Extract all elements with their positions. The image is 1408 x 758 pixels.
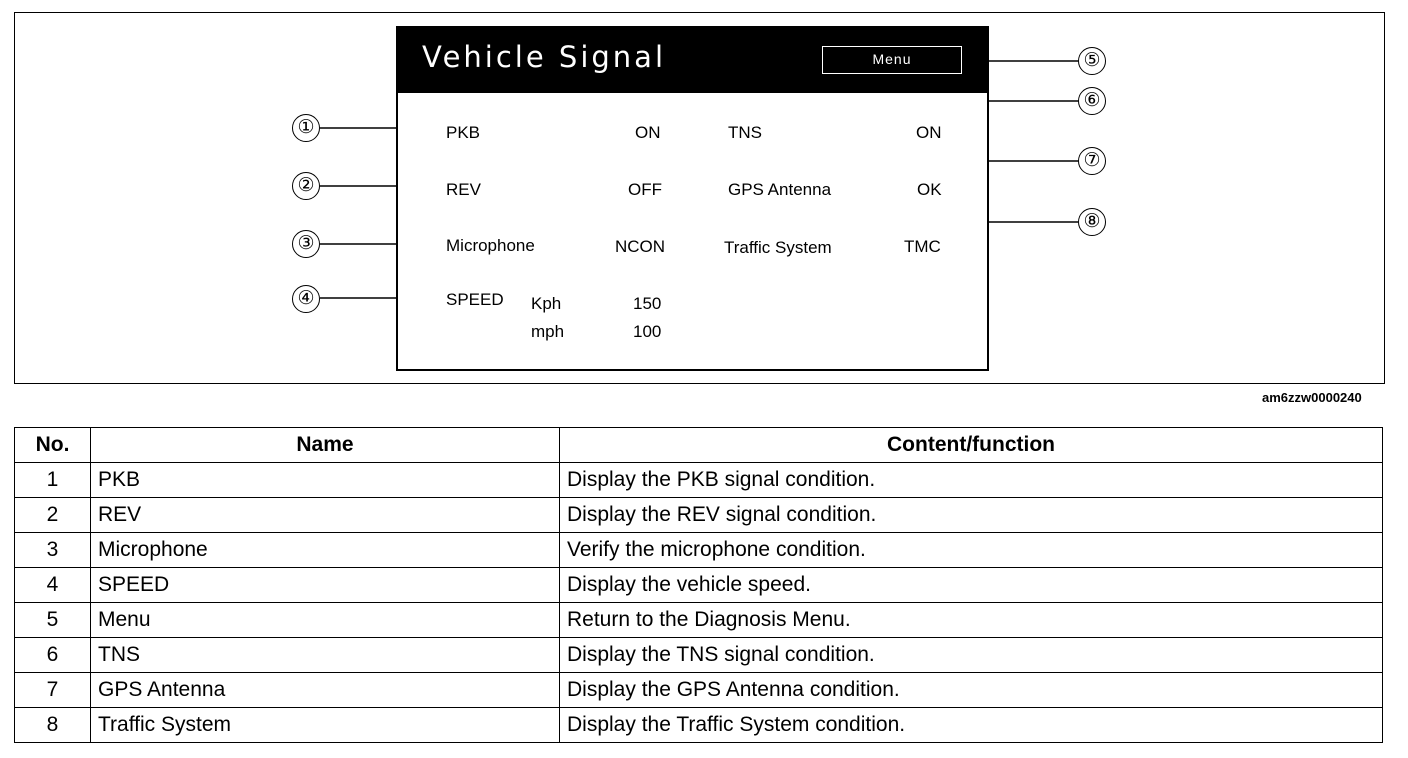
signal-traffic-system-value: TMC [904,237,941,256]
speed-mph-unit: mph [531,322,565,341]
callout-1: ① [292,114,320,142]
table-row [15,638,1383,673]
speed-label: SPEED [446,290,504,309]
row-content: Display the vehicle speed. [560,568,1383,603]
signal-rev-label: REV [446,180,481,199]
header-content: Content/function [560,428,1383,463]
signal-pkb-value: ON [635,123,661,142]
signal-tns-value: ON [916,123,942,142]
row-name: GPS Antenna [91,673,560,708]
row-name: Traffic System [91,708,560,743]
table-row [15,533,1383,568]
signal-traffic-system-label: Traffic System [724,238,832,257]
callout-3: ③ [292,230,320,258]
row-name: Microphone [91,533,560,568]
speed-mph-value: 100 [633,322,662,341]
callout-8: ⑧ [1078,208,1106,236]
signal-microphone-label: Microphone [446,236,535,255]
screen-header [398,28,987,93]
row-no: 6 [15,638,91,673]
table-row [15,498,1383,533]
row-name: REV [91,498,560,533]
row-no: 8 [15,708,91,743]
row-no: 1 [15,463,91,498]
row-content: Display the GPS Antenna condition. [560,673,1383,708]
menu-button[interactable]: Menu [822,46,962,74]
row-name: Menu [91,603,560,638]
header-no: No. [15,428,91,463]
callout-7: ⑦ [1078,147,1106,175]
speed-kph-unit: Kph [531,294,562,313]
screen-title: Vehicle Signal [422,40,667,74]
signal-pkb-label: PKB [446,123,481,142]
row-content: Return to the Diagnosis Menu. [560,603,1383,638]
row-content: Verify the microphone condition. [560,533,1383,568]
signal-rev-value: OFF [628,180,662,199]
row-no: 5 [15,603,91,638]
row-content: Display the TNS signal condition. [560,638,1383,673]
signal-tns-label: TNS [728,123,762,142]
table-row [15,463,1383,498]
callout-4: ④ [292,285,320,313]
callout-5: ⑤ [1078,47,1106,75]
table-row [15,708,1383,743]
table-row [15,568,1383,603]
legend-table [14,427,1383,743]
row-name: SPEED [91,568,560,603]
row-content: Display the Traffic System condition. [560,708,1383,743]
table-header-row [15,428,1383,463]
figure-id: am6zzw0000240 [1262,390,1362,405]
callout-6: ⑥ [1078,87,1106,115]
row-name: TNS [91,638,560,673]
table-row [15,603,1383,638]
signal-gps-antenna-value: OK [917,180,942,199]
row-no: 3 [15,533,91,568]
signal-gps-antenna-label: GPS Antenna [728,180,832,199]
callout-2: ② [292,172,320,200]
row-no: 4 [15,568,91,603]
row-content: Display the REV signal condition. [560,498,1383,533]
header-name: Name [91,428,560,463]
signal-microphone-value: NCON [615,237,666,256]
table-row [15,673,1383,708]
speed-kph-value: 150 [633,294,662,313]
row-name: PKB [91,463,560,498]
row-no: 2 [15,498,91,533]
row-no: 7 [15,673,91,708]
row-content: Display the PKB signal condition. [560,463,1383,498]
vehicle-signal-screen [396,26,989,371]
